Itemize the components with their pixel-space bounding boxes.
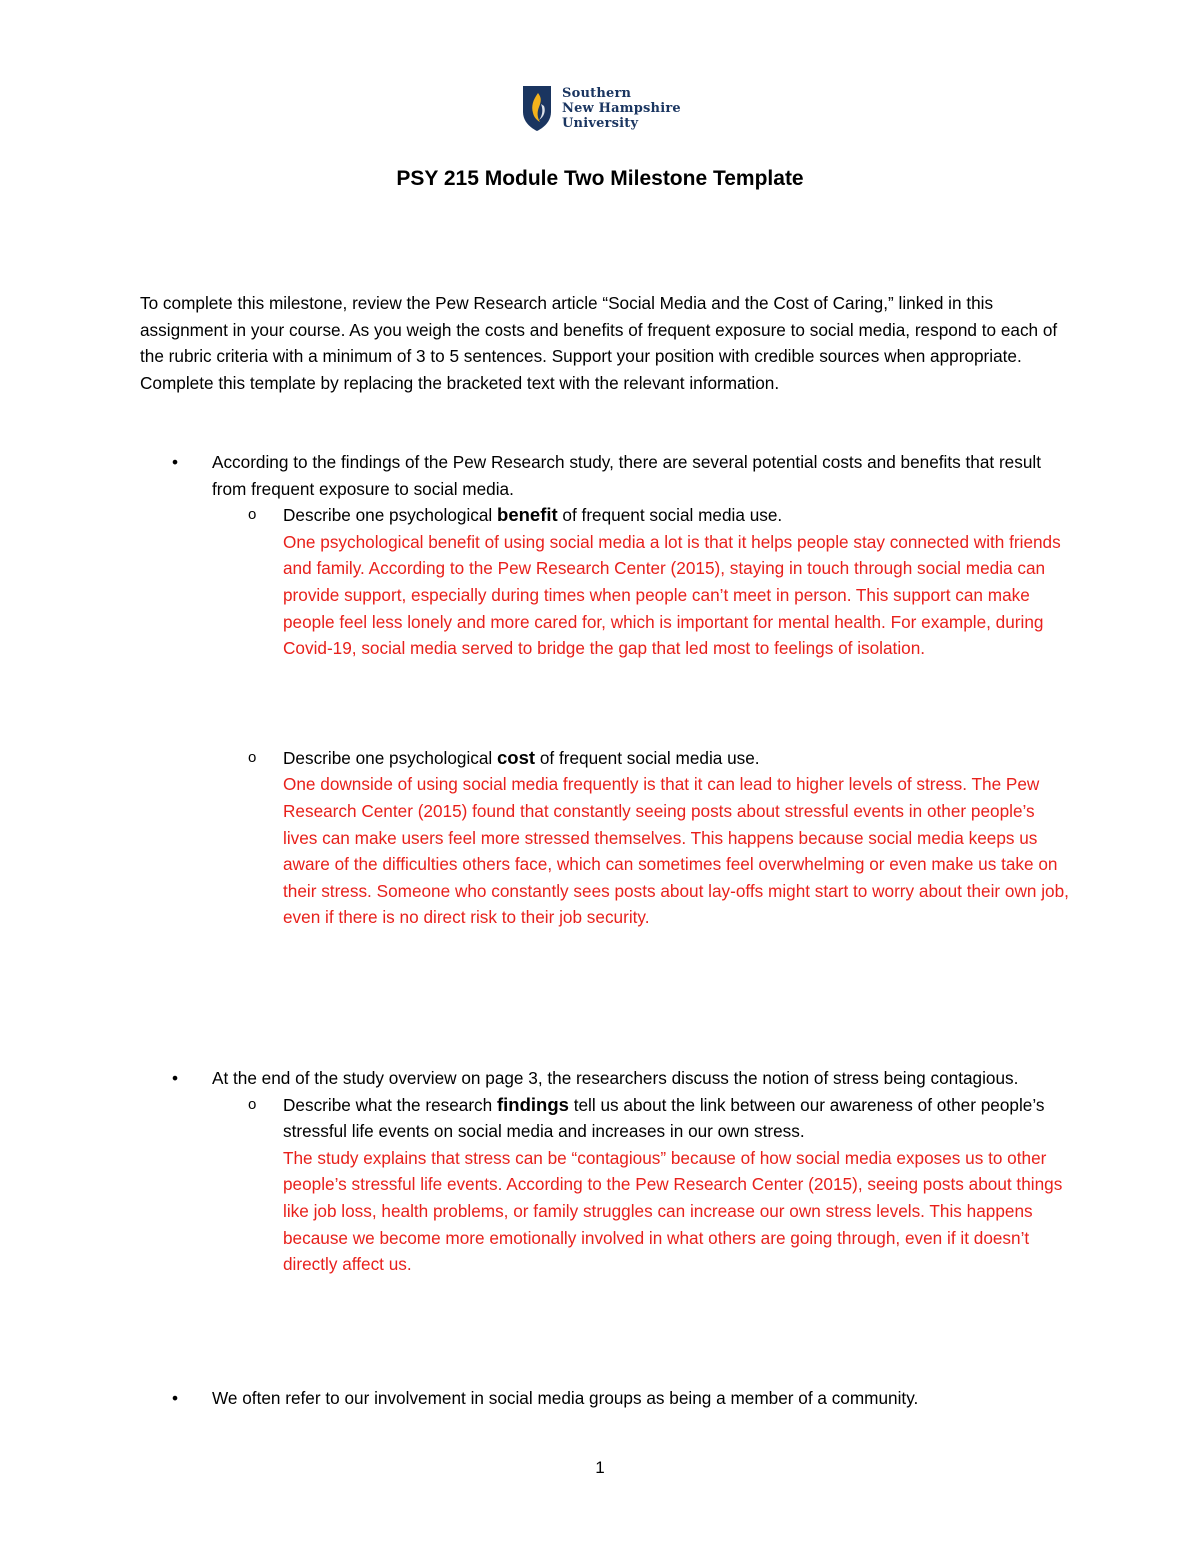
sub-marker: o bbox=[248, 748, 257, 766]
bullet-section-3 bbox=[140, 1385, 1070, 1412]
answer-benefit: One psychological benefit of using social media a lot is that it helps people stay connected with friends and family. According to the Pew Research Center (2015), staying in touch through social media can provide support, especially during times when people can’t meet in person. This support can make people feel less lonely and more cared for, which is important for mental health. For example, during Covid-19, social media served to bridge the gap that led most to feelings of isolation. bbox=[283, 531, 1061, 659]
sub-marker: o bbox=[248, 1095, 257, 1113]
prompt-prefix: Describe one psychological bbox=[283, 505, 498, 526]
prompt-prefix: Describe one psychological bbox=[283, 747, 498, 768]
logo-line-3: University bbox=[562, 115, 639, 131]
bullet-text: We often refer to our involvement in social media groups as being a member of a community. bbox=[212, 1388, 919, 1408]
prompt-suffix: of frequent social media use. bbox=[557, 505, 783, 526]
document-title: PSY 215 Module Two Milestone Template bbox=[396, 167, 804, 190]
answer-findings: The study explains that stress can be “contagious” because of how social media exposes us to other people’s stressful life events. According to the Pew Research Center (2015), seeing posts about things like job loss, health problems, or family struggles can increase our own stress levels. This happens because we become more emotionally involved in what others are going through, even if it doesn’t directly affect us. bbox=[283, 1147, 1063, 1275]
prompt-keyword: benefit bbox=[497, 504, 558, 526]
bullet-item bbox=[140, 1065, 1070, 1092]
prompt-suffix: tell us about the link between our awareness of other people’s stressful life events on social media and increases in our own stress. bbox=[283, 1094, 1045, 1142]
prompt-cost bbox=[283, 745, 1070, 772]
bullet-item bbox=[140, 449, 1070, 502]
prompt-findings bbox=[283, 1092, 1070, 1145]
logo-line-2: New Hampshire bbox=[562, 100, 681, 116]
prompt-keyword: findings bbox=[497, 1093, 569, 1115]
answer-cost: One downside of using social media frequently is that it can lead to higher levels of stress. The Pew Research Center (2015) found that constantly seeing posts about stressful events in other people’s lives can make users feel more stressed themselves. This happens because social media keeps us aware of the difficulties others face, which can sometimes feel overwhelming or even make us take on their stress. Someone who constantly sees posts about lay-offs might start to worry about their own job, even if there is no direct risk to their job security. bbox=[283, 774, 1069, 928]
intro-paragraph: To complete this milestone, review the Pew Research article “Social Media and the Cost of Caring,” linked in this assignment in your course. As you weigh the costs and benefits of frequent exposure to social media, respond to each of the rubric criteria with a minimum of 3 to 5 sentences. Support your position with credible sources when appropriate. Complete this template by replacing the bracketed text with the relevant information. bbox=[140, 293, 1058, 393]
logo-wordmark bbox=[562, 86, 681, 131]
sub-marker: o bbox=[248, 506, 257, 524]
bullet-section-1 bbox=[140, 449, 1070, 931]
prompt-prefix: Describe what the research bbox=[283, 1094, 497, 1115]
bullet-section-2 bbox=[140, 1065, 1070, 1278]
sub-item-cost bbox=[248, 745, 1070, 931]
university-logo bbox=[521, 83, 681, 133]
bullet-text: At the end of the study overview on page 3, the researchers discuss the notion of stress being contagious. bbox=[212, 1068, 1019, 1088]
page-number: 1 bbox=[595, 1458, 605, 1477]
sub-item-benefit bbox=[248, 502, 1070, 662]
bullet-item bbox=[140, 1385, 1070, 1412]
prompt-suffix: of frequent social media use. bbox=[535, 747, 760, 768]
sub-item-findings bbox=[248, 1092, 1070, 1278]
shield-flame-icon bbox=[521, 84, 553, 132]
logo-line-1: Southern bbox=[562, 85, 632, 101]
bullet-marker: • bbox=[172, 1068, 179, 1088]
bullet-text: According to the findings of the Pew Research study, there are several potential costs and benefits that result from frequent exposure to social media. bbox=[212, 452, 1041, 499]
bullet-marker: • bbox=[172, 452, 179, 472]
prompt-benefit bbox=[283, 502, 1070, 529]
prompt-keyword: cost bbox=[497, 746, 536, 768]
bullet-marker: • bbox=[172, 1388, 179, 1408]
